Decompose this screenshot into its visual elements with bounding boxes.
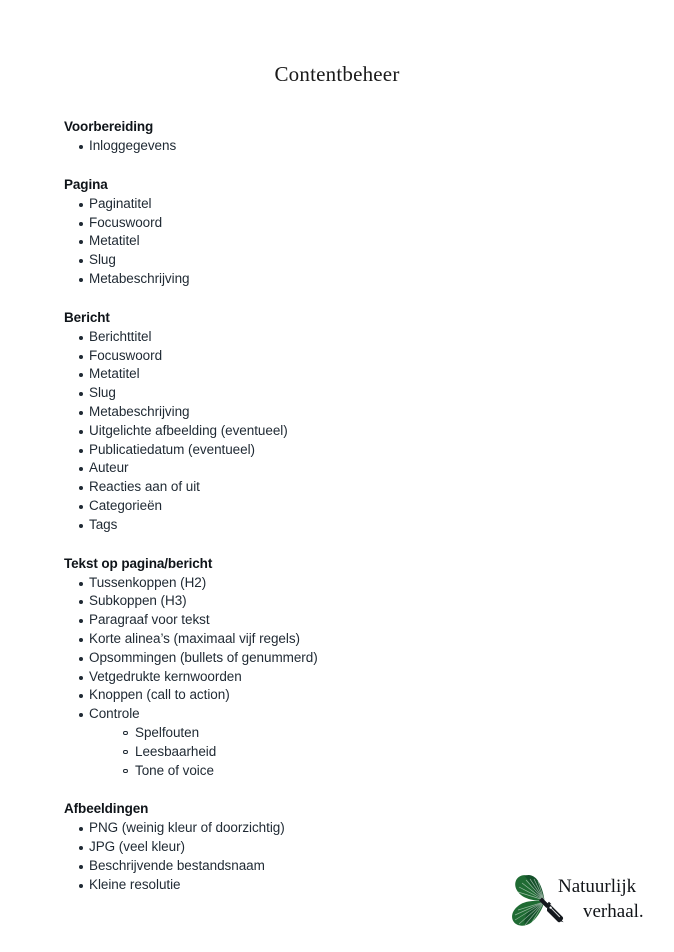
- list-item-label: Subkoppen (H3): [89, 593, 187, 609]
- list-item-label: Focuswoord: [89, 347, 163, 363]
- sub-list-item: [89, 724, 624, 743]
- content-section: [64, 118, 624, 156]
- list-item: [64, 611, 624, 630]
- list-item: [64, 422, 624, 441]
- list-item: [64, 574, 624, 593]
- content-section: [64, 309, 624, 535]
- list-item-label: Metatitel: [89, 233, 140, 249]
- list-item: [64, 459, 624, 478]
- list-item-label: Berichttitel: [89, 328, 152, 344]
- sub-list-item: [89, 743, 624, 762]
- list-item-label: Beschrijvende bestandsnaam: [89, 857, 265, 873]
- list-item: [64, 214, 624, 233]
- section-heading: Bericht: [64, 309, 110, 325]
- content-section: [64, 555, 624, 781]
- list-item-label: Inloggegevens: [89, 138, 177, 153]
- ginkgo-leaf-pen-nib-icon: [504, 870, 566, 934]
- list-item: [64, 516, 624, 535]
- list-item-label: Auteur: [89, 460, 129, 476]
- list-item-label: Publicatiedatum (eventueel): [89, 441, 255, 457]
- list-item-label: Paragraaf voor tekst: [89, 612, 210, 628]
- list-item: [64, 270, 624, 289]
- list-item: [64, 649, 624, 668]
- list-item-label: JPG (veel kleur): [89, 839, 185, 855]
- list-item-label: PNG (weinig kleur of doorzichtig): [89, 820, 285, 836]
- checklist: [64, 328, 624, 535]
- list-item-label: Metatitel: [89, 366, 140, 382]
- list-item: [64, 630, 624, 649]
- page-title: Contentbeheer: [274, 62, 400, 86]
- list-item-label: Slug: [89, 385, 116, 401]
- list-item-label: Metabeschrijving: [89, 403, 190, 419]
- list-item: [64, 838, 624, 857]
- list-item: [64, 668, 624, 687]
- list-item: [64, 403, 624, 422]
- list-item-label: Uitgelichte afbeelding (eventueel): [89, 422, 288, 438]
- list-item-label: Paginatitel: [89, 195, 152, 211]
- list-item-label: Korte alinea’s (maximaal vijf regels): [89, 630, 300, 646]
- list-item-label: Reacties aan of uit: [89, 479, 200, 495]
- list-item-label: Focuswoord: [89, 214, 163, 230]
- list-item: [64, 478, 624, 497]
- list-item: [64, 195, 624, 214]
- section-heading: Afbeeldingen: [64, 801, 149, 817]
- list-item-label: Tags: [89, 516, 118, 532]
- checklist: [64, 574, 624, 781]
- checklist: [64, 195, 624, 289]
- list-item-label: Metabeschrijving: [89, 270, 190, 286]
- list-item-label: Opsommingen (bullets of genummerd): [89, 649, 318, 665]
- list-item: [64, 686, 624, 705]
- list-item: [64, 232, 624, 251]
- list-item-label: Kleine resolutie: [89, 876, 181, 892]
- list-item: [64, 705, 624, 780]
- sub-list-item-label: Spelfouten: [135, 724, 200, 740]
- sub-list-item-label: Tone of voice: [135, 762, 214, 778]
- content-section: [64, 176, 624, 289]
- list-item: [64, 365, 624, 384]
- list-item-label: Vetgedrukte kernwoorden: [89, 668, 242, 684]
- brand-logo-line2: verhaal.: [583, 901, 644, 922]
- list-item-label: Tussenkoppen (H2): [89, 574, 207, 590]
- list-item: [64, 384, 624, 403]
- list-item: [64, 592, 624, 611]
- section-heading: Tekst op pagina/bericht: [64, 555, 213, 571]
- list-item: [64, 819, 624, 838]
- sub-checklist: [89, 724, 624, 780]
- content-body: [64, 118, 624, 895]
- brand-logo: [504, 868, 670, 938]
- list-item-label: Slug: [89, 252, 116, 268]
- list-item: [64, 137, 624, 156]
- list-item-label: Controle: [89, 706, 140, 722]
- list-item-label: Knoppen (call to action): [89, 687, 230, 703]
- list-item-label: Categorieën: [89, 497, 163, 513]
- list-item: [64, 497, 624, 516]
- sub-list-item-label: Leesbaarheid: [135, 743, 217, 759]
- list-item: [64, 328, 624, 347]
- sub-list-item: [89, 762, 624, 781]
- brand-logo-line1: Natuurlijk: [558, 876, 637, 897]
- section-heading: Voorbereiding: [64, 119, 154, 134]
- list-item: [64, 347, 624, 366]
- list-item: [64, 251, 624, 270]
- list-item: [64, 441, 624, 460]
- brand-logo-text: [558, 874, 644, 924]
- checklist: [64, 137, 624, 156]
- section-heading: Pagina: [64, 176, 108, 192]
